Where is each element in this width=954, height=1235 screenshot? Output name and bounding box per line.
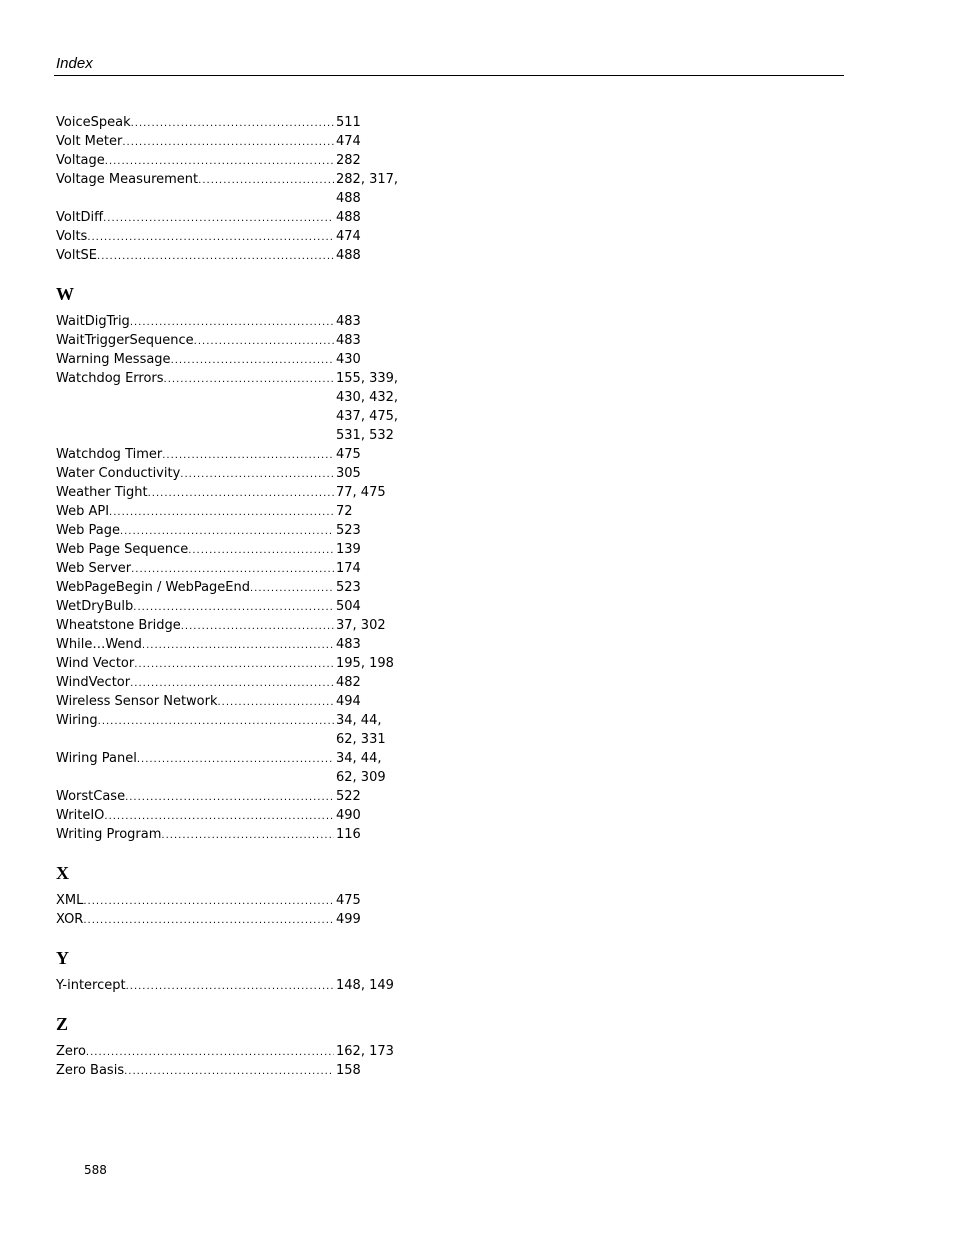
index-entry-term-cell (56, 692, 334, 711)
index-entry (56, 910, 416, 929)
index-entry (56, 483, 416, 502)
index-page-refs: 305 (336, 466, 361, 481)
dot-leader (120, 523, 334, 540)
index-entry-term-cell (56, 312, 334, 331)
dot-leader (171, 352, 334, 369)
index-section (56, 862, 416, 929)
index-entry (56, 350, 416, 369)
index-term: Zero Basis (56, 1063, 125, 1078)
index-entry-term-cell (56, 132, 334, 151)
section-letter-heading: W (56, 284, 74, 304)
dot-leader (98, 713, 334, 730)
index-page-refs: 158 (336, 1063, 361, 1078)
index-entry (56, 749, 416, 787)
index-entry (56, 312, 416, 331)
dot-leader (181, 618, 334, 635)
index-entry (56, 521, 416, 540)
index-term: Wind Vector (56, 656, 135, 671)
index-entry (56, 208, 416, 227)
index-page-refs: 475 (336, 447, 361, 462)
index-entry-term-cell (56, 369, 334, 388)
index-term: Y-intercept (56, 978, 126, 993)
index-term: Warning Message (56, 352, 171, 367)
dot-leader (131, 561, 334, 578)
index-entry (56, 170, 416, 208)
index-term: WaitTriggerSequence (56, 333, 194, 348)
index-entry-term-cell (56, 227, 334, 246)
index-page-refs: 430 (336, 352, 361, 367)
index-entry (56, 445, 416, 464)
index-term: Web Page (56, 523, 120, 538)
index-page-refs: 523 (336, 580, 361, 595)
index-term: WetDryBulb (56, 599, 134, 614)
index-entry-term-cell (56, 578, 334, 597)
index-page-refs: 282 (336, 153, 361, 168)
index-entry (56, 692, 416, 711)
index-page-refs: 494 (336, 694, 361, 709)
index-entry (56, 369, 416, 445)
index-entry-term-cell (56, 350, 334, 369)
index-entry-term-cell (56, 1061, 334, 1080)
index-page-refs: 504 (336, 599, 361, 614)
index-term: Watchdog Errors (56, 371, 164, 386)
index-entry (56, 331, 416, 350)
index-entry (56, 654, 416, 673)
section-letter-heading: Z (56, 1014, 69, 1034)
index-page-refs: 490 (336, 808, 361, 823)
index-page-refs: 483 (336, 637, 361, 652)
index-term: Web API (56, 504, 110, 519)
dot-leader (125, 789, 334, 806)
index-term: Weather Tight (56, 485, 148, 500)
index-page-refs: 488 (336, 248, 361, 263)
dot-leader (109, 504, 334, 521)
index-term: Water Conductivity (56, 466, 181, 481)
index-term: WebPageBegin / WebPageEnd (56, 580, 250, 595)
index-term: Web Page Sequence (56, 542, 189, 557)
index-entry-term-cell (56, 654, 334, 673)
index-entry-term-cell (56, 483, 334, 502)
index-entry (56, 113, 416, 132)
dot-leader (142, 637, 334, 654)
index-term: VoiceSpeak (56, 115, 131, 130)
index-entry-term-cell (56, 521, 334, 540)
index-entry-term-cell (56, 616, 334, 635)
index-term: XOR (56, 912, 84, 927)
index-entry-term-cell (56, 891, 334, 910)
dot-leader (86, 1044, 334, 1061)
index-entry (56, 825, 416, 844)
index-page-refs: 34, 44, 62, 309 (336, 751, 386, 785)
index-entry-term-cell (56, 749, 334, 768)
dot-leader (194, 333, 334, 350)
index-entry (56, 1061, 416, 1080)
index-term: While…Wend (56, 637, 142, 652)
index-entry-term-cell (56, 1042, 334, 1061)
index-entry-term-cell (56, 806, 334, 825)
index-page-refs: 482 (336, 675, 361, 690)
dot-leader (180, 466, 334, 483)
index-term: Voltage (56, 153, 105, 168)
dot-leader (134, 656, 334, 673)
header-divider (54, 75, 844, 76)
index-page-refs: 34, 44, 62, 331 (336, 713, 386, 747)
index-term: Volt Meter (56, 134, 123, 149)
index-page-refs: 523 (336, 523, 361, 538)
index-entry-term-cell (56, 976, 334, 995)
index-entry (56, 227, 416, 246)
index-section (56, 283, 416, 844)
index-entry-term-cell (56, 787, 334, 806)
index-term: Writing Program (56, 827, 162, 842)
index-term: Wheatstone Bridge (56, 618, 181, 633)
index-column (56, 113, 416, 1080)
index-entry (56, 246, 416, 265)
index-page-refs: 72 (336, 504, 353, 519)
dot-leader (188, 542, 334, 559)
dot-leader (130, 314, 334, 331)
dot-leader (131, 115, 334, 132)
index-entry (56, 464, 416, 483)
dot-leader (83, 893, 334, 910)
index-page-refs: 475 (336, 893, 361, 908)
index-entry (56, 616, 416, 635)
index-entry-term-cell (56, 331, 334, 350)
index-entry-term-cell (56, 910, 334, 929)
dot-leader (218, 694, 335, 711)
section-letter-heading: Y (56, 948, 69, 968)
index-entry-term-cell (56, 559, 334, 578)
dot-leader (122, 134, 334, 151)
index-entry-term-cell (56, 635, 334, 654)
index-page-refs: 139 (336, 542, 361, 557)
index-page-refs: 148, 149 (336, 978, 394, 993)
index-term: Web Server (56, 561, 132, 576)
index-section (56, 113, 416, 265)
index-page-refs: 77, 475 (336, 485, 386, 500)
index-page-refs: 162, 173 (336, 1044, 394, 1059)
index-page-refs: 195, 198 (336, 656, 394, 671)
index-entry-term-cell (56, 151, 334, 170)
section-letter-heading: X (56, 863, 69, 883)
index-term: XML (56, 893, 84, 908)
index-entry (56, 891, 416, 910)
index-entry-term-cell (56, 673, 334, 692)
index-page-refs: 499 (336, 912, 361, 927)
index-entry (56, 1042, 416, 1061)
index-term: Wiring Panel (56, 751, 137, 766)
dot-leader (164, 371, 334, 388)
index-entry (56, 787, 416, 806)
index-term: WindVector (56, 675, 131, 690)
dot-leader (105, 153, 334, 170)
index-term: WorstCase (56, 789, 126, 804)
index-page-refs: 116 (336, 827, 361, 842)
dot-leader (137, 751, 334, 768)
index-entry (56, 578, 416, 597)
index-entry (56, 806, 416, 825)
index-entry (56, 635, 416, 654)
dot-leader (133, 599, 334, 616)
index-entry-term-cell (56, 597, 334, 616)
index-entry-term-cell (56, 825, 334, 844)
index-entry-term-cell (56, 113, 334, 132)
dot-leader (162, 447, 334, 464)
page-number: 588 (84, 1163, 107, 1177)
index-entry (56, 597, 416, 616)
dot-leader (130, 675, 334, 692)
index-term: WaitDigTrig (56, 314, 130, 329)
index-entry-term-cell (56, 445, 334, 464)
dot-leader (103, 210, 334, 227)
dot-leader (87, 229, 334, 246)
index-section (56, 947, 416, 995)
index-term: Volts (56, 229, 88, 244)
dot-leader (97, 248, 334, 265)
index-page-refs: 37, 302 (336, 618, 386, 633)
index-entry (56, 151, 416, 170)
index-entry (56, 976, 416, 995)
index-page-refs: 174 (336, 561, 361, 576)
index-term: Zero (56, 1044, 86, 1059)
index-entry (56, 132, 416, 151)
dot-leader (126, 978, 334, 995)
index-term: Watchdog Timer (56, 447, 163, 462)
index-entry-term-cell (56, 246, 334, 265)
index-page-refs: 155, 339, 430, 432, 437, 475, 531, 532 (336, 371, 399, 443)
dot-leader (124, 1063, 334, 1080)
index-entry (56, 502, 416, 521)
index-page-refs: 483 (336, 333, 361, 348)
index-entry-term-cell (56, 170, 334, 189)
index-page-refs: 282, 317, 488 (336, 172, 399, 206)
dot-leader (104, 808, 334, 825)
dot-leader (250, 580, 334, 597)
index-page-refs: 474 (336, 134, 361, 149)
index-page-refs: 488 (336, 210, 361, 225)
index-term: VoltDiff (56, 210, 104, 225)
index-term: WriteIO (56, 808, 105, 823)
index-term: Voltage Measurement (56, 172, 199, 187)
index-entry-term-cell (56, 502, 334, 521)
running-header-title: Index (56, 55, 93, 72)
index-term: VoltSE (56, 248, 98, 263)
index-page-refs: 511 (336, 115, 361, 130)
index-page-refs: 483 (336, 314, 361, 329)
index-section (56, 1013, 416, 1080)
dot-leader (198, 172, 334, 189)
index-page-refs: 474 (336, 229, 361, 244)
index-entry-term-cell (56, 208, 334, 227)
dot-leader (148, 485, 334, 502)
dot-leader (161, 827, 334, 844)
index-entry (56, 559, 416, 578)
index-entry-term-cell (56, 464, 334, 483)
index-entry (56, 711, 416, 749)
index-entry (56, 673, 416, 692)
index-page-refs: 522 (336, 789, 361, 804)
index-entry-term-cell (56, 711, 334, 730)
index-term: Wireless Sensor Network (56, 694, 218, 709)
index-entry (56, 540, 416, 559)
dot-leader (83, 912, 334, 929)
index-term: Wiring (56, 713, 98, 728)
index-entry-term-cell (56, 540, 334, 559)
